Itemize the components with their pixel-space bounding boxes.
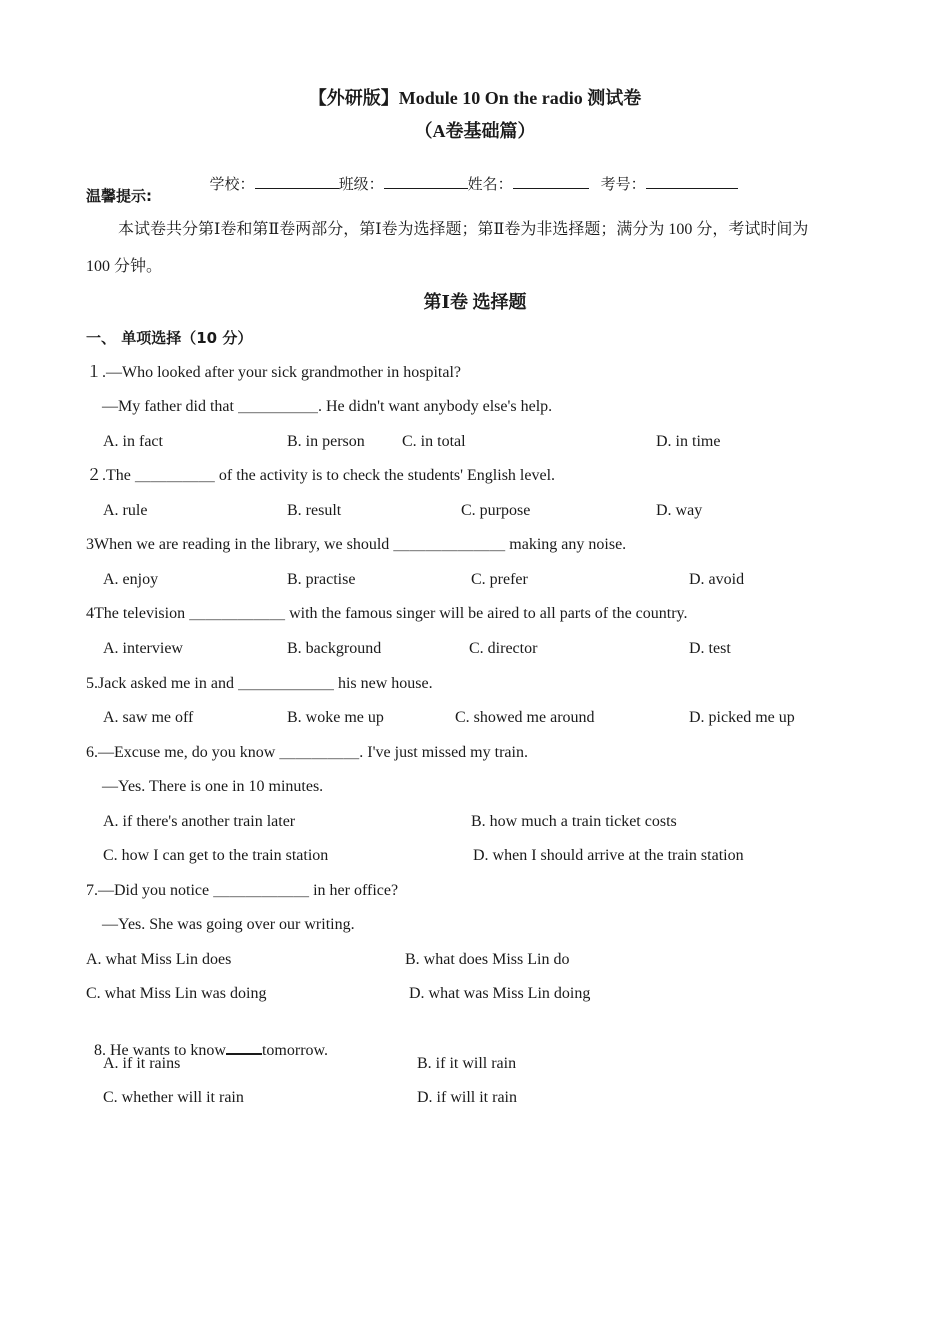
q4-option-c[interactable]: C. director: [469, 640, 538, 657]
school-field: [200, 154, 738, 194]
exam-title: 【外研版】Module 10 On the radio 测试卷: [308, 88, 642, 108]
q5-option-b[interactable]: B. woke me up: [287, 709, 384, 726]
q7-option-b[interactable]: B. what does Miss Lin do: [405, 951, 570, 968]
q7-option-d[interactable]: D. what was Miss Lin doing: [409, 985, 591, 1002]
school-blank: [255, 174, 339, 189]
q6-option-b[interactable]: B. how much a train ticket costs: [471, 813, 677, 830]
question-7-reply: —Yes. She was going over our writing.: [102, 916, 355, 933]
class-label: 班级：: [338, 175, 384, 193]
exam-no-label: 考号：: [600, 175, 646, 193]
question-8-stem-end: tomorrow.: [261, 1042, 329, 1059]
q6-option-a[interactable]: A. if there's another train later: [103, 813, 296, 830]
q3-option-d[interactable]: D. avoid: [689, 571, 745, 588]
question-7-stem: 7.—Did you notice ＿＿＿＿＿＿ in her office?: [86, 882, 399, 899]
q7-option-c[interactable]: C. what Miss Lin was doing: [86, 985, 267, 1002]
q2-option-a[interactable]: A. rule: [103, 502, 148, 519]
q3-option-c[interactable]: C. prefer: [471, 571, 528, 588]
q4-option-a[interactable]: A. interview: [103, 640, 183, 657]
q2-option-d[interactable]: D. way: [656, 502, 703, 519]
q4-option-d[interactable]: D. test: [689, 640, 731, 657]
q8-option-b[interactable]: B. if it will rain: [417, 1055, 517, 1072]
question-1-stem: １.—Who looked after your sick grandmother in hospital?: [86, 364, 462, 381]
q8-option-c[interactable]: C. whether will it rain: [103, 1089, 244, 1106]
notice-line-1: 本试卷共分第Ⅰ卷和第Ⅱ卷两部分，第Ⅰ卷为选择题；第Ⅱ卷为非选择题；满分为 100 分，考试时间为: [118, 221, 809, 238]
question-5-stem: 5.Jack asked me in and ＿＿＿＿＿＿ his new house.: [86, 675, 433, 692]
exam-no-blank: [646, 174, 738, 189]
question-8-blank[interactable]: [226, 1039, 262, 1055]
notice-heading: 温馨提示:: [86, 187, 152, 205]
q8-option-d[interactable]: D. if will it rain: [417, 1089, 517, 1106]
question-1-reply: —My father did that ＿＿＿＿＿. He didn't want anybody else's help.: [102, 398, 553, 415]
question-4-stem: 4The television ＿＿＿＿＿＿ with the famous singer will be aired to all parts of the country.: [86, 605, 688, 622]
q2-option-b[interactable]: B. result: [287, 502, 342, 519]
question-3-stem: 3When we are reading in the library, we should ＿＿＿＿＿＿＿ making any noise.: [86, 536, 627, 553]
q3-option-b[interactable]: B. practise: [287, 571, 356, 588]
question-6-reply: —Yes. There is one in 10 minutes.: [102, 778, 324, 795]
question-8-stem-start: 8. He wants to know: [94, 1042, 226, 1059]
part1-heading: 第Ⅰ卷 选择题: [423, 292, 527, 312]
q8-option-a[interactable]: A. if it rains: [103, 1055, 181, 1072]
exam-subtitle: （A卷基础篇）: [414, 121, 536, 141]
q7-option-a[interactable]: A. what Miss Lin does: [86, 951, 232, 968]
q1-option-a[interactable]: A. in fact: [103, 433, 163, 450]
question-2-stem: ２.The ＿＿＿＿＿ of the activity is to check the students' English level.: [86, 467, 556, 484]
notice-line-2: 100 分钟。: [86, 258, 163, 275]
school-label: 学校：: [209, 175, 255, 193]
q1-option-b[interactable]: B. in person: [287, 433, 365, 450]
q2-option-c[interactable]: C. purpose: [461, 502, 531, 519]
q1-option-c[interactable]: C. in total: [402, 433, 466, 450]
q5-option-d[interactable]: D. picked me up: [689, 709, 795, 726]
name-blank: [513, 174, 589, 189]
name-label: 姓名：: [467, 175, 513, 193]
q6-option-c[interactable]: C. how I can get to the train station: [103, 847, 329, 864]
q3-option-a[interactable]: A. enjoy: [103, 571, 159, 588]
section-heading: 一、 单项选择（10 分）: [86, 329, 253, 347]
q5-option-c[interactable]: C. showed me around: [455, 709, 595, 726]
q5-option-a[interactable]: A. saw me off: [103, 709, 194, 726]
q6-option-d[interactable]: D. when I should arrive at the train station: [473, 847, 744, 864]
class-blank: [384, 174, 468, 189]
question-6-stem: 6.—Excuse me, do you know ＿＿＿＿＿. I've just missed my train.: [86, 744, 528, 761]
q4-option-b[interactable]: B. background: [287, 640, 382, 657]
q1-option-d[interactable]: D. in time: [656, 433, 721, 450]
